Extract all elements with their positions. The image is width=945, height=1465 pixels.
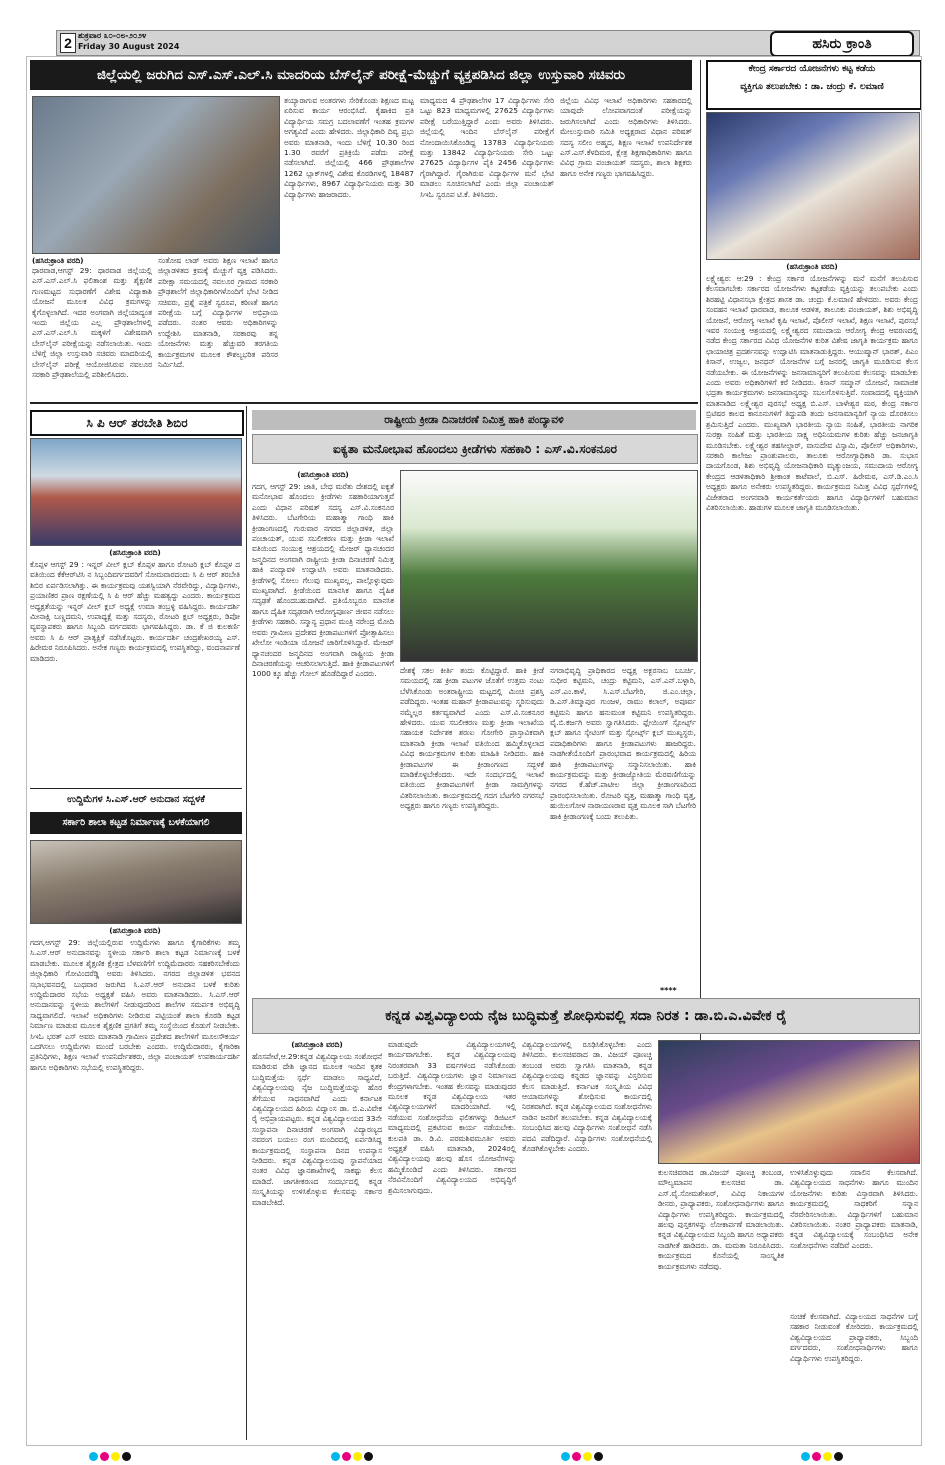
registration-marks-center-left xyxy=(330,1446,374,1465)
story4-body: ಗದಗ,ಆಗಸ್ಟ್ 29: ಜಿಲ್ಲೆಯಲ್ಲಿರುವ ಉದ್ದಿಮೆಗಳು ಹಾಗೂ ಕೈಗಾರಿಕೆಗಳು ತಮ್ಮ ಸಿ.ಎಸ್.ಆರ್ ಅನುದಾನವನ್ನು ಸ್ಥಳೀಯ ಸರ್ಕಾರಿ ಶಾಲಾ ಕಟ್ಟಡ ನಿರ್ಮಾಣಕ್ಕೆ ಬಳಕೆ ಮಾಡಬೇಕು. ಮೂಲಕ ಶೈಕ್ಷಣಿಕ ಕ್ಷೇತ್ರದ ಬೆಳವಣಿಗೆಗೆ ಉದ್ದಿಮೆದಾರರು ಸಹಕರಿಸಬೇಕೆಂದು ಜಿಲ್ಲಾಧಿಕಾರಿ ಗೋವಿಂದರೆಡ್ಡಿ ಅವರು ತಿಳಿಸಿದರು. ನಗರದ ಜಿಲ್ಲಾಡಳಿತ ಭವನದ ಸಭಾಭವನದಲ್ಲಿ ಬುಧವಾರ ಜರುಗಿದ ಸಿ.ಎಸ್.ಆರ್ ಅನುದಾನ ಬಳಕೆ ಕುರಿತು ಉದ್ದಿಮೆದಾರರ ಸಭೆಯ ಅಧ್ಯಕ್ಷತೆ ವಹಿಸಿ ಅವರು ಮಾತನಾಡಿದರು. ಸಿ.ಎಸ್.ಆರ್ ಅನುದಾನವನ್ನು ಸ್ಥಳೀಯ ಶಾಲೆಗಳಿಗೆ ನೀಡುವುದರಿಂದ ಶಾಲೆಗಳ ಸಮರ್ಪಕ ಅಭಿವೃದ್ಧಿ ಸಾಧ್ಯವಾಗಲಿದೆ. ಇಲಾಖೆ ಅಧಿಕಾರಿಗಳು ನೀಡಿರುವ ಪಟ್ಟಿಯಂತೆ ಶಾಲಾ ಕೊಠಡಿ ಕಟ್ಟಡ ನಿರ್ಮಾಣ ಮಾಡುವ ಮೂಲಕ ಶೈಕ್ಷಣಿಕ ಪ್ರಗತಿಗೆ ತಮ್ಮ ಸಂಸ್ಥೆಯಿಂದ ಕೊಡುಗೆ ನೀಡಬೇಕು. ಸಿಇಓ ಭರತ್ ಎಸ್ ಅವರು ಮಾತನಾಡಿ ಗ್ರಾಮೀಣ ಪ್ರದೇಶದ ಶಾಲೆಗಳಿಗೆ ಮೂಲಸೌಕರ್ಯ ಒದಗಿಸಲು ಉದ್ದಿಮೆಗಳು ಮುಂದೆ ಬರಬೇಕು ಎಂದರು. ಉದ್ದಿಮೆದಾರರು, ಕೈಗಾರಿಕಾ ಪ್ರತಿನಿಧಿಗಳು, ಶಿಕ್ಷಣ ಇಲಾಖೆ ಉಪನಿರ್ದೇಶಕರು, ಜಿಲ್ಲಾ ಪಂಚಾಯತ್ ಉಪಕಾರ್ಯದರ್ಶಿ ಹಾಗೂ ಅಧಿಕಾರಿಗಳು ಸಭೆಯಲ್ಲಿ ಉಪಸ್ಥಿತರಿದ್ದರು. xyxy=(30,938,240,1072)
story5-right-col: ನಗರಾಭಿವೃದ್ಧಿ ಪ್ರಾಧಿಕಾರದ ಅಧ್ಯಕ್ಷ ಅಕ್ಬರಸಾಬ ಬಬರ್ಚಿ, ಸುಧೀರ ಕಟ್ಟಿಮನಿ, ಚಂದ್ರು ಕಟ್ಟಿಮನಿ, ಎಸ್.ಎನ್.ಬಳ್ಳಾರಿ, ಎಸ್.ಎಂ.ಕಾಳೆ, ಸಿ.ಎಸ್.ಬೆಟಗೇರಿ, ಜಿ.ಎಂ.ಚಲ್ಲಾ, ಡಿ.ಎಸ್.ತಿಮ್ಮಾಪುರ ಗುಂಜಳ, ರಾಮು ಕಲಾಲ್, ಅಪೂರ್ವ ಕಟ್ಟಿಮನಿ ಹಾಗೂ ಹನುಮಂತ ಕಟ್ಟಿಮನಿ ಉಪಸ್ಥಿತರಿದ್ದರು. ವೈ.ಬಿ.ಕರ್ಜಗಿ ಅವರು ಸ್ವಾಗತಿಸಿದರು. ಫ್ಲೇಯಿಂಗ್ ಸ್ಪೋರ್ಟ್ಸ್ ಕ್ಲಬ್ ಹಾಗೂ ಸ್ಕೇಟಿಂಗ್ ಮತ್ತು ಸ್ಪೋರ್ಟ್ಸ್ ಕ್ಲಬ್ ಮುಖ್ಯಸ್ಥರು, ಪದಾಧಿಕಾರಿಗಳು ಹಾಗೂ ಕ್ರೀಡಾಪಟುಗಳು ಹಾಜರಿದ್ದರು. ನಾಡಗೀತೆಯೊಂದಿಗೆ ಪ್ರಾರಂಭವಾದ ಕಾರ್ಯಕ್ರಮದಲ್ಲಿ ಹಿರಿಯ ಹಾಕಿ ಕ್ರೀಡಾಪಟುಗಳನ್ನು ಸನ್ಮಾನಿಸಲಾಯಿತು. ಹಾಕಿ ಕಾರ್ಯಕ್ರಮವನ್ನು ಮತ್ತು ಕ್ರೀಡಾಜ್ಯೋತಿಯ ಮೆರವಣಿಗೆಯನ್ನು ನಗರದ ಕೆ.ಹೆಚ್.ಪಾಟೀಲ ಜಿಲ್ಲಾ ಕ್ರೀಡಾಂಗಣದಿಂದ ಪ್ರಾರಂಭಿಸಲಾಯಿತು. ರೋಟರಿ ವೃತ್ತ, ಮಹಾತ್ಮಾ ಗಾಂಧಿ ವೃತ್ತ, ಹುಯಿಲಗೋಳ ನಾರಾಯಣರಾವ ವೃತ್ತ ಮೂಲಕ ಸಾಗಿ ಬೆಟಗೇರಿ ಹಾಕಿ ಕ್ರೀಡಾಂಗಣಕ್ಕೆ ಬಂದು ತಲುಪಿತು. xyxy=(550,666,696,821)
story5-left-col: ಗದಗ, ಆಗಸ್ಟ್ 29: ಜಾತಿ, ಬೇಧ ಮರೆತು ದೇಶದಲ್ಲಿ ಐಕ್ಯತೆ ಮನೋಭಾವ ಹೊಂದಲು ಕ್ರೀಡೆಗಳು ಸಹಕಾರಿಯಾಗುತ್ತವೆ ಎಂದು ವಿಧಾನ ಪರಿಷತ್ ಸದಸ್ಯ ಎಸ್.ವಿ.ಸಂಕನೂರ ತಿಳಿಸಿದರು. ಬೆಟಗೇರಿಯ ಮಹಾತ್ಮಾ ಗಾಂಧಿ ಹಾಕಿ ಕ್ರೀಡಾಂಗಣದಲ್ಲಿ ಗುರುವಾರ ನಗರದ ಜಿಲ್ಲಾಡಳಿತ, ಜಿಲ್ಲಾ ಪಂಚಾಯತ್, ಯುವ ಸಬಲೀಕರಣ ಮತ್ತು ಕ್ರೀಡಾ ಇಲಾಖೆ ವತಿಯಿಂದ ಸಂಯುಕ್ತ ಆಶ್ರಯದಲ್ಲಿ ಮೇಜರ್ ಧ್ಯಾನಚಂದರ ಜನ್ಮದಿನದ ಅಂಗವಾಗಿ ರಾಷ್ಟ್ರೀಯ ಕ್ರೀಡಾ ದಿನಾಚರಣೆ ನಿಮಿತ್ತ ಹಾಕಿ ಪಂದ್ಯಾವಳಿ ಉದ್ಘಾಟಿಸಿ ಅವರು ಮಾತನಾಡಿದರು. ಕ್ರೀಡೆಗಳಲ್ಲಿ ಸೋಲು ಗೆಲುವು ಮುಖ್ಯವಲ್ಲ, ಪಾಲ್ಗೊಳ್ಳುವುದು ಮುಖ್ಯವಾಗಿದೆ. ಕ್ರೀಡೆಯಿಂದ ಮಾನಸಿಕ ಹಾಗೂ ದೈಹಿಕ ಸದೃಢತೆ ಹೊಂದಬಹುದಾಗಿದೆ. ಪ್ರತಿಯೊಬ್ಬರೂ ಮಾನಸಿಕ ಹಾಗೂ ದೈಹಿಕ ಸದೃಢರಾಗಿ ಆರೋಗ್ಯಪೂರ್ಣ ಜೀವನ ನಡೆಸಲು ಕ್ರೀಡೆಗಳು ಸಹಕಾರಿ. ಸನ್ಮಾನ್ಯ ಪ್ರಧಾನ ಮಂತ್ರಿ ನರೇಂದ್ರ ಮೋದಿ ಅವರು ಗ್ರಾಮೀಣ ಪ್ರದೇಶದ ಕ್ರೀಡಾಪಟುಗಳಿಗೆ ಪ್ರೋತ್ಸಾಹಿಸಲು ಖೇಲೋ ಇಂಡಿಯಾ ಯೋಜನೆ ಜಾರಿಗೊಳಿಸಿದ್ದಾರೆ. ಮೇಜರ್ ಧ್ಯಾನಚಂದರ ಜನ್ಮದಿನದ ಅಂಗವಾಗಿ ರಾಷ್ಟ್ರೀಯ ಕ್ರೀಡಾ ದಿನಾಚರಣೆಯನ್ನು ಆಚರಿಸಲಾಗುತ್ತಿದೆ. ಹಾಕಿ ಕ್ರೀಡಾಪಟುಗಳಿಗೆ 1000 ಕ್ಕೂ ಹೆಚ್ಚು ಗೋಲ್ ಹೊಡೆದಿದ್ದಾರೆ ಎಂದರು. xyxy=(252,482,394,679)
story4-headline-line2: ಸರ್ಕಾರಿ ಶಾಲಾ ಕಟ್ಟಡ ನಿರ್ಮಾಣಕ್ಕೆ ಬಳಕೆಯಾಗಲಿ xyxy=(30,812,242,834)
story5-end-mark: **** xyxy=(660,986,677,995)
header-date-kn: ಶುಕ್ರವಾರ ೩೦-೦೮-೨೦೨೪ xyxy=(78,31,147,40)
story1-col3: ತಯ್ಯಾರಾಗುವ ಅಂತರಗಳು ಸೇರಿಕೊಂಡು ಶಿಕ್ಷಣದ ಮಟ್ಟ ಏರಿಸುವ ಕಾರ್ಯ ಆರಂಭಿಸಿದೆ. ಕೈಹಾಕಿದ ಪ್ರತಿ ವಿದ್ಯಾರ್ಥಿಯ ಸಮಗ್ರ ಬದಲಾವಣೆಗೆ ಇಂತಹ ಕ್ರಮಗಳ ಅಗತ್ಯವಿದೆ ಎಂದು ಹೇಳಿದರು. ಜಿಲ್ಲಾಧಿಕಾರಿ ದಿವ್ಯ ಪ್ರಭು ಅವರು ಮಾತನಾಡಿ, ಇಂದು ಬೆಳಿಗ್ಗೆ 10.30 ರಿಂದ 1.30 ರವರೆಗೆ ಪ್ರತಿಕ್ರಿಯೆ ಪಡೆದು ಪರೀಕ್ಷೆ ನಡೆಸಲಾಗಿದೆ. ಜಿಲ್ಲೆಯಲ್ಲಿ 466 ಪ್ರೌಢಶಾಲೆಗಳ 1262 ಬ್ಲಾಕ್‌ಗಳಲ್ಲಿ ವಿಶೇಷ ಕೊಠಡಿಗಳಲ್ಲಿ 18487 ವಿದ್ಯಾರ್ಥಿಗಳು, 8967 ವಿದ್ಯಾರ್ಥಿನಿಯರು ಮತ್ತು 30 ವಿದ್ಯಾರ್ಥಿಗಳು ಹಾಜರಾದರು. xyxy=(284,96,414,199)
page-border xyxy=(26,56,922,1446)
story6-col5: ಉಳಿಸಿಕೊಳ್ಳುವುದು ಸವಾಲಿನ ಕೆಲಸವಾಗಿದೆ. ವಿಶ್ವವಿದ್ಯಾಲಯದ ಸಾಧನೆಗಳು ಹಾಗೂ ಮುಂದಿನ ಯೋಜನೆಗಳು ಕುರಿತು ವಿಸ್ತಾರವಾಗಿ ತಿಳಿಸಿದರು. ಕಾರ್ಯಕ್ರಮದಲ್ಲಿ ಸಾಧಕರಿಗೆ ಸನ್ಮಾನ ನೆರವೇರಿಸಲಾಯಿತು. ವಿದ್ಯಾರ್ಥಿಗಳಿಗೆ ಬಹುಮಾನ ವಿತರಿಸಲಾಯಿತು. ನಂತರ ಪ್ರಾಧ್ಯಾಪಕರು ಮಾತನಾಡಿ, ಕನ್ನಡ ವಿಶ್ವವಿದ್ಯಾಲಯಕ್ಕೆ ಸಂಬಂಧಿಸಿದ ಅನೇಕ ಸಂಶೋಧನೆಗಳು ನಡೆದಿವೆ ಎಂದರು. xyxy=(790,1168,918,1250)
story6-col3: ವಿಶ್ವವಿದ್ಯಾಲಯಗಳಲ್ಲಿ ರೂಢಿಸಿಕೊಳ್ಳಬೇಕು ಎಂದು ತಿಳಿಸಿದರು. ಕುಲಸಚಿವರಾದ ಡಾ. ವಿಜಯ್ ಪೂಣಚ್ಚ ತಂಬಂಡ ಅವರು ಸ್ವಾಗತಿಸಿ ಮಾತನಾಡಿ, ಕನ್ನಡ ವಿಶ್ವವಿದ್ಯಾಲಯವು ಕನ್ನಡದ ಜ್ಞಾನವನ್ನು ವಿಸ್ತರಿಸುವ ಕೆಲಸ ಮಾಡುತ್ತಿದೆ. ಕರ್ನಾಟಕ ಸಂಸ್ಕೃತಿಯ ವಿವಿಧ ಆಯಾಮಗಳನ್ನು ಶೋಧಿಸುವ ಕಾರ್ಯದಲ್ಲಿ ನಿರತವಾಗಿದೆ. ಕನ್ನಡ ವಿಶ್ವವಿದ್ಯಾಲಯದ ಸಂಶೋಧನೆಗಳು ನಾಡಿನ ಜನರಿಗೆ ತಲುಪಬೇಕು. ಕನ್ನಡ ವಿಶ್ವವಿದ್ಯಾಲಯಕ್ಕೆ ಸಂಬಂಧಿಸಿದ ಹಲವು ವಿದ್ಯಾರ್ಥಿಗಳು ಸಂಶೋಧನೆ ನಡೆಸಿ ಪದವಿ ಪಡೆದಿದ್ದಾರೆ. ವಿದ್ಯಾರ್ಥಿಗಳು ಸಂಶೋಧನೆಯಲ್ಲಿ ತೊಡಗಿಕೊಳ್ಳಬೇಕು ಎಂದರು. xyxy=(522,1040,652,1154)
story6-col2: ಮಾಡುವುದೇ ವಿಶ್ವವಿದ್ಯಾಲಯಗಳಲ್ಲಿ ಕಾರ್ಯವಾಗಬೇಕು. ಕನ್ನಡ ವಿಶ್ವವಿದ್ಯಾಲಯವು ನಿರಂತರವಾಗಿ 33 ವರ್ಷಗಳಿಂದ ನಡೆಸಿಕೊಂಡು ಬರುತ್ತಿದೆ. ವಿಶ್ವವಿದ್ಯಾಲಯಗಳು ಜ್ಞಾನ ನಿರ್ಮಾಣದ ಕೇಂದ್ರಗಳಾಗಬೇಕು. ಇಂತಹ ಕೆಲಸವನ್ನು ಮಾಡುವುದರ ಮೂಲಕ ಕನ್ನಡ ವಿಶ್ವವಿದ್ಯಾಲಯ ಇತರ ವಿಶ್ವವಿದ್ಯಾಲಯಗಳಿಗೆ ಮಾದರಿಯಾಗಿದೆ. ಇಲ್ಲಿ ನಡೆಯುವ ಸಂಶೋಧನೆಯ ಫಲಿತಗಳನ್ನು ಡಿಜಿಟಲ್ ಮಾಧ್ಯಮದಲ್ಲಿ ಪ್ರಕಟಿಸುವ ಕಾರ್ಯ ನಡೆಯಬೇಕು. ಕುಲಪತಿ ಡಾ. ಡಿ.ವಿ. ಪರಮಶಿವಮೂರ್ತಿ ಅವರು ಅಧ್ಯಕ್ಷತೆ ವಹಿಸಿ ಮಾತನಾಡಿ, 2024ರಲ್ಲಿ ವಿಶ್ವವಿದ್ಯಾಲಯವು ಹಲವು ಹೊಸ ಯೋಜನೆಗಳನ್ನು ಹಮ್ಮಿಕೊಂಡಿದೆ ಎಂದು ತಿಳಿಸಿದರು. ಸರ್ಕಾರದ ನೆರವಿನೊಂದಿಗೆ ವಿಶ್ವವಿದ್ಯಾಲಯದ ಅಭಿವೃದ್ಧಿಗೆ ಶ್ರಮಿಸಲಾಗುವುದು. xyxy=(388,1040,516,1195)
story1-col5: ಜಿಲ್ಲೆಯ ವಿವಿಧ ಇಲಾಖೆ ಅಧಿಕಾರಿಗಳು ಸಹಕಾರದಲ್ಲಿ ಯಾವುದೇ ಲೋಪವಾಗದಂತೆ ಪರೀಕ್ಷೆಯನ್ನು ಜರುಗಿಸಲಾಗಿದೆ ಎಂದು ಅಧಿಕಾರಿಗಳು ತಿಳಿಸಿದರು. ಮೇಲುಸ್ತುವಾರಿ ಸಮಿತಿ ಅಧ್ಯಕ್ಷರಾದ ವಿಧಾನ ಪರಿಷತ್ ಸದಸ್ಯ ಸಲೀಂ ಅಹ್ಮದ, ಶಿಕ್ಷಣ ಇಲಾಖೆ ಉಪನಿರ್ದೇಶಕ ಎಸ್.ಎಸ್.ಕೆಳದಿಮಠ, ಕ್ಷೇತ್ರ ಶಿಕ್ಷಣಾಧಿಕಾರಿಗಳು ಹಾಗೂ ವಿವಿಧ ಗ್ರಾಮ ಪಂಚಾಯತ್ ಸದಸ್ಯರು, ಶಾಲಾ ಶಿಕ್ಷಕರು ಹಾಗೂ ಅನೇಕ ಗಣ್ಯರು ಭಾಗವಹಿಸಿದ್ದರು. xyxy=(560,96,692,178)
story2-dateline: (ಹಸಿರುಕ್ರಾಂತಿ ವರದಿ) xyxy=(786,262,838,271)
registration-marks-left xyxy=(88,1446,132,1465)
story1-dateline: (ಹಸಿರುಕ್ರಾಂತಿ ವರದಿ) xyxy=(32,256,84,265)
story1-headline: ಜಿಲ್ಲೆಯಲ್ಲಿ ಜರುಗಿದ ಎಸ್.ಎಸ್.ಎಲ್.ಸಿ ಮಾದರಿಯ ಬೆಸ್‌ಲೈನ್ ಪರೀಕ್ಷೆ-ಮೆಚ್ಚುಗೆ ವ್ಯಕ್ತಪಡಿಸಿದ ಜಿಲ್ಲಾ ಉಸ್ತುವಾರಿ ಸಚಿವರು xyxy=(30,60,692,90)
story1-col4: ಮಾಧ್ಯಮದ 4 ಪ್ರೌಢಶಾಲೆಗಳ 17 ವಿದ್ಯಾರ್ಥಿಗಳು ಸೇರಿ ಒಟ್ಟು 823 ಮಾಧ್ಯಮಗಳಲ್ಲಿ 27625 ವಿದ್ಯಾರ್ಥಿಗಳು ಪರೀಕ್ಷೆ ಬರೆಯುತ್ತಿದ್ದಾರೆ ಎಂದು ಅವರು ತಿಳಿಸಿದರು. ಜಿಲ್ಲೆಯಲ್ಲಿ ಇಂದಿನ ಬೆಸ್‌ಲೈನ್ ಪರೀಕ್ಷೆಗೆ ನೋಂದಾಯಿಸಿಕೊಂಡಿದ್ದ 13783 ವಿದ್ಯಾರ್ಥಿನಿಯರು ಮತ್ತು 13842 ವಿದ್ಯಾರ್ಥಿನಿಯರು ಸೇರಿ ಒಟ್ಟು 27625 ವಿದ್ಯಾರ್ಥಿಗಳ ಪೈಕಿ 2456 ವಿದ್ಯಾರ್ಥಿಗಳು ಗೈರಾಗಿದ್ದಾರೆ. ಗೈರಾಗಿರುವ ವಿದ್ಯಾರ್ಥಿಗಳ ಮನೆ ಭೇಟಿ ಮಾಡಲು ಸೂಚಿಸಲಾಗಿದೆ ಎಂದು ಜಿಲ್ಲಾ ಪಂಚಾಯತ್ ಸಿಇಓ ಸ್ವರೂಪ ಟಿ.ಕೆ. ತಿಳಿಸಿದರು. xyxy=(420,96,554,199)
registration-marks-center-right xyxy=(560,1446,604,1465)
story6-dateline: (ಹಸಿರುಕ್ರಾಂತಿ ವರದಿ) xyxy=(291,1040,343,1049)
story2-headline-line2: ವ್ಯಕ್ತಿಗೂ ತಲುಪಬೇಕು : ಡಾ. ಚಂದ್ರು ಕೆ. ಲಮಾಣಿ xyxy=(740,82,884,92)
story5-headline: ಐಕ್ಯತಾ ಮನೋಭಾವ ಹೊಂದಲು ಕ್ರೀಡೆಗಳು ಸಹಕಾರಿ : ಎಸ್.ವಿ.ಸಂಕನೂರ xyxy=(252,434,698,464)
story5-dateline: (ಹಸಿರುಕ್ರಾಂತಿ ವರದಿ) xyxy=(297,470,349,479)
story4-dateline: (ಹಸಿರುಕ್ರಾಂತಿ ವರದಿ) xyxy=(109,926,161,935)
story3-headline: ಸಿ ಪಿ ಆರ್ ತರಬೇತಿ ಶಿಬಿರ xyxy=(30,410,244,436)
story1-col2: ಸಂತೋಷ ಲಾಡ್ ಅವರು ಶಿಕ್ಷಣ ಇಲಾಖೆ ಹಾಗೂ ಜಿಲ್ಲಾಡಳಿತದ ಕ್ರಮಕ್ಕೆ ಮೆಚ್ಚುಗೆ ವ್ಯಕ್ತ ಪಡಿಸಿದರು. ಪರೀಕ್ಷಾ ಸಮಯದಲ್ಲಿ ನವಲೂರ ಗ್ರಾಮದ ಸರಕಾರಿ ಪ್ರೌಢಶಾಲೆಗೆ ಜಿಲ್ಲಾಧಿಕಾರಿಗಳೊಂದಿಗೆ ಭೇಟಿ ನೀಡಿದ ಸಚಿವರು, ಪ್ರಶ್ನೆ ಪತ್ರಿಕೆ ಸ್ವರೂಪ, ಕಠಿಣತೆ ಹಾಗೂ ಪರೀಕ್ಷೆಯ ಬಗ್ಗೆ ವಿದ್ಯಾರ್ಥಿಗಳ ಅಭಿಪ್ರಾಯ ಪಡೆದರು. ನಂತರ ಆವರು ಅಧಿಕಾರಿಗಳನ್ನು ಉದ್ದೇಶಿಸಿ ಮಾತನಾಡಿ, ಸರಕಾರವು ತನ್ನ ಯೋಜನೆಗಳು ಮತ್ತು ಹೆಚ್ಚುವರಿ ತರಗತಿಯ ಕಾರ್ಯಕ್ರಮಗಳ ಮೂಲಕ ಕೌಶಲ್ಯಭರಿತ ಪರಿಸರ ನಿರ್ಮಿಸಿದೆ. xyxy=(158,256,278,370)
story2-headline-line1: ಕೇಂದ್ರ ಸರ್ಕಾರದ ಯೋಜನೆಗಳು ಕಟ್ಟ ಕಡೆಯ xyxy=(748,64,876,74)
masthead: ಹಸಿರು ಕ್ರಾಂತಿ xyxy=(770,31,914,57)
story3-body: ಕೊಪ್ಪಳ ಆಗಸ್ಟ್ 29 : ಇನ್ನರ್ ವೀಲ್ ಕ್ಲಬ್ ಕೊಪ್ಪಳ ಹಾಗೂ ರೋಟರಿ ಕ್ಲಬ್ ಕೊಪ್ಪಳ ದ ವತಿಯಿಂದ ಕೆಕೆಆರ್‌ಟಿಸಿ ನ ಸಿಬ್ಬಂದಿವರ್ಗದವರಿಗೆ ಸೋಮವಾರದಂದು ಸಿ ಪಿ ಆರ್ ತರಬೇತಿ ಶಿಬಿರ ಏರ್ಪಡಿಸಲಾಗಿತ್ತು. ಈ ಕಾರ್ಯಕ್ರಮವು ಯಶಸ್ವಿಯಾಗಿ ನೆರವೇರಿದ್ದು, ವಿದ್ಯಾರ್ಥಿಗಳು, ಪ್ರಯಾಣಿಕರ ಪ್ರಾಣ ರಕ್ಷಣೆಯಲ್ಲಿ ಸಿ ಪಿ ಆರ್ ಹೆಚ್ಚು ಮಹತ್ವದ್ದು ಎಂದರು. ಕಾರ್ಯಕ್ರಮದ ಅಧ್ಯಕ್ಷತೆಯನ್ನು ಇನ್ನರ್ ವೀಲ್ ಕ್ಲಬ್ ಅಧ್ಯಕ್ಷೆ ಉಮಾ ತಂಬ್ರಳ್ಳಿ ವಹಿಸಿದ್ದರು. ಕಾರ್ಯದರ್ಶಿ ಮೀನಾಕ್ಷಿ ಬಣ್ಣದಮನಿ, ಉಪಾಧ್ಯಕ್ಷೆ ಮತ್ತು ಸದಸ್ಯರು, ರೋಟರಿ ಕ್ಲಬ್ ಅಧ್ಯಕ್ಷರು, ಡಿಪೋ ವ್ಯವಸ್ಥಾಪಕರು ಹಾಗೂ ಸಿಬ್ಬಂದಿ ವರ್ಗದವರು ಭಾಗವಹಿಸಿದ್ದರು. ಡಾ. ಕೆ ಜಿ ಕುಲಕರ್ಣಿ ಅವರು ಸಿ ಪಿ ಆರ್ ಪ್ರಾತ್ಯಕ್ಷಿಕೆ ನಡೆಸಿಕೊಟ್ಟರು. ಕಾರ್ಯದರ್ಶಿ ಚಂದ್ರಶೇಖರಯ್ಯ ಎಸ್. ಹಿರೇಮಠ ನಿರೂಪಿಸಿದರು. ಅನೇಕ ಗಣ್ಯರು ಕಾರ್ಯಕ್ರಮದಲ್ಲಿ ಉಪಸ್ಥಿತರಿದ್ದು, ವಂದನಾರ್ಪಣೆ ಮಾಡಿದರು. xyxy=(30,560,240,663)
story6-headline: ಕನ್ನಡ ವಿಶ್ವವಿದ್ಯಾಲಯ ನೈಜ ಬುದ್ಧಿಮತ್ತೆ ಶೋಧಿಸುವಲ್ಲಿ ಸದಾ ನಿರತ : ಡಾ.ಬಿ.ಎ.ವಿವೇಕ ರೈ xyxy=(252,998,920,1034)
story6-col4: ಕುಲಸಚಿವರಾದ ಡಾ.ವಿಜಯ್ ಪೂಣಚ್ಚ ತಂಬಂಡ, ಮೌಲ್ಯಮಾಪನ ಕುಲಸಚಿವ ಡಾ. ಎಸ್.ವೈ.ಸೋಮಶೇಖರ್, ವಿವಿಧ ನಿಕಾಯಗಳ ಡೀನರು, ಪ್ರಾಧ್ಯಾಪಕರು, ಸಂಶೋಧನಾರ್ಥಿಗಳು ಹಾಗೂ ವಿದ್ಯಾರ್ಥಿಗಳು ಉಪಸ್ಥಿತರಿದ್ದರು. ಕಾರ್ಯಕ್ರಮದಲ್ಲಿ ಹಲವು ಪುಸ್ತಕಗಳನ್ನು ಲೋಕಾರ್ಪಣೆ ಮಾಡಲಾಯಿತು. ಕನ್ನಡ ವಿಶ್ವವಿದ್ಯಾಲಯದ ಸಿಬ್ಬಂದಿ ಹಾಗೂ ಅಧ್ಯಾಪಕರು ನಾಡಗೀತೆ ಹಾಡಿದರು. ಡಾ. ಮಮತಾ ನಿರೂಪಿಸಿದರು. ಕಾರ್ಯಕ್ರಮದ ಕೊನೆಯಲ್ಲಿ ಸಾಂಸ್ಕೃತಿಕ ಕಾರ್ಯಕ್ರಮಗಳು ನಡೆದವು. xyxy=(658,1168,784,1271)
story3-dateline: (ಹಸಿರುಕ್ರಾಂತಿ ವರದಿ) xyxy=(109,548,161,557)
story4-headline-line1: ಉದ್ದಿಮೆಗಳ ಸಿ.ಎಸ್.ಆರ್ ಅನುದಾನ ಸದ್ಬಳಕೆ xyxy=(67,794,205,805)
story5-mid-col: ದೇಶಕ್ಕೆ ಸಕಲ ಕೀರ್ತಿ ತಂದು ಕೊಟ್ಟಿದ್ದಾರೆ. ಹಾಕಿ ಕ್ರೀಡೆ ಸಮಯದಲ್ಲಿ ಸಹ ಕ್ರೀಡಾ ಪಟುಗಳ ಜೊತೆಗೆ ಉತ್ತಮ ನಂಟು ಬೆಳೆಸಿಕೊಂಡು ಅಂತರಾಷ್ಟ್ರೀಯ ಮಟ್ಟದಲ್ಲಿ ಮಿಂಚಿ ಪ್ರಶಸ್ತಿ ಪಡೆದಿದ್ದರು. ಇಂತಹ ಮಹಾನ್ ಕ್ರೀಡಾಪಟುವನ್ನು ಸ್ಮರಿಸುವುದು ನಮ್ಮೆಲ್ಲರ ಕರ್ತವ್ಯವಾಗಿದೆ ಎಂದು ಎಸ್.ವಿ.ಸಂಕನೂರ ಹೇಳಿದರು. ಯುವ ಸಬಲೀಕರಣ ಮತ್ತು ಕ್ರೀಡಾ ಇಲಾಖೆಯ ಸಹಾಯಕ ನಿರ್ದೇಶಕ ಶರಣು ಗೋಗೇರಿ ಪ್ರಾಸ್ತಾವಿಕವಾಗಿ ಮಾತನಾಡಿ ಕ್ರೀಡಾ ಇಲಾಖೆ ವತಿಯಿಂದ ಹಮ್ಮಿಕೊಳ್ಳಲಾದ ವಿವಿಧ ಕಾರ್ಯಕ್ರಮಗಳ ಕುರಿತು ಮಾಹಿತಿ ನೀಡಿದರು. ಹಾಕಿ ಕ್ರೀಡಾಪಟುಗಳ ಈ ಕ್ರೀಡಾಂಗಣದ ಸದ್ಬಳಕೆ ಮಾಡಿಕೊಳ್ಳಬೇಕೆಂದರು. ಇದೇ ಸಂದರ್ಭದಲ್ಲಿ ಇಲಾಖೆ ವತಿಯಿಂದ ಕ್ರೀಡಾಪಟುಗಳಿಗೆ ಕ್ರೀಡಾ ಸಾಮಗ್ರಿಗಳನ್ನು ವಿತರಿಸಲಾಯಿತು. ಕಾರ್ಯಕ್ರಮದಲ್ಲಿ ಗದಗ ಬೆಟಗೇರಿ ನಗರಸಭೆ ಅಧ್ಯಕ್ಷರು ಹಾಗೂ ಗಣ್ಯರು ಉಪಸ್ಥಿತರಿದ್ದರು. xyxy=(400,666,544,811)
header-date-en: Friday 30 August 2024 xyxy=(78,42,180,51)
story5-kicker: ರಾಷ್ಟ್ರೀಯ ಕ್ರೀಡಾ ದಿನಾಚರಣೆ ನಿಮಿತ್ತ ಹಾಕಿ ಪಂದ್ಯಾವಳಿ xyxy=(252,410,696,430)
story1-col1: ಧಾರವಾಡ,ಆಗಸ್ಟ್ 29: ಧಾರವಾಡ ಜಿಲ್ಲೆಯಲ್ಲಿ ಎಸ್.ಎಸ್.ಎಲ್.ಸಿ ಫಲಿತಾಂಶ ಮತ್ತು ಶೈಕ್ಷಣಿಕ ಗುಣಮಟ್ಟದ ಸುಧಾರಣೆಗೆ ವಿಶೇಷ ವಿದ್ಯಾಕಾಶಿ ಯೋಜನೆ ಮೂಲಕ ವಿವಿಧ ಕ್ರಮಗಳನ್ನು ಕೈಗೊಳ್ಳಲಾಗಿದೆ. ಇದರ ಅಂಗವಾಗಿ ಜಿಲ್ಲೆಯಾದ್ಯಂತ ಇಂದು ಜಿಲ್ಲೆಯ ಎಲ್ಲ ಪ್ರೌಢಶಾಲೆಗಳಲ್ಲಿ ಎಸ್.ಎಸ್.ಎಲ್.ಸಿ ಮಕ್ಕಳಿಗೆ ವಿಶೇಷವಾಗಿ ಬೇಸ್‌ಲೈನ್ ಪರೀಕ್ಷೆಯನ್ನು ನಡೆಸಲಾಯಿತು. ಇಂದು ಬೆಳಿಗ್ಗೆ ಜಿಲ್ಲಾ ಉಸ್ತುವಾರಿ ಸಚಿವರು ಮಾದರಿಯಲ್ಲಿ ಬೇಸ್‌ಲೈನ್ ಪರೀಕ್ಷೆ ಆಯೋಜಿಸಿರುವ ನವಲೂರ ಸರಕಾರಿ ಪ್ರೌಢಶಾಲೆಯಲ್ಲಿ ಪರಿಶೀಲಿಸಿದರು. xyxy=(32,266,152,380)
story2-body: ಲಕ್ಷ್ಮೇಶ್ವರ: ಆ:29 : ಕೇಂದ್ರ ಸರ್ಕಾರ ಯೋಜನೆಗಳನ್ನು ಮನೆ ಮನೆಗೆ ತಲುಪಿಸುವ ಕೆಲಸವಾಗಬೇಕು ಸರ್ಕಾರದ ಯೋಜನೆಗಳು ಕಟ್ಟಕಡೆಯ ವ್ಯಕ್ತಿಯನ್ನು ತಲುಪಬೇಕು ಎಂದು ಶಿರಹಟ್ಟಿ ವಿಧಾನಸಭಾ ಕ್ಷೇತ್ರದ ಶಾಸಕ ಡಾ. ಚಂದ್ರು ಕೆ.ಲಮಾಣಿ ಹೇಳಿದರು. ಅವರು ಕೇಂದ್ರ ಸಂವಹನ ಇಲಾಖೆ ಧಾರವಾಡ, ತಾಲೂಕ ಆಡಳಿತ, ತಾಲೂಕು ಪಂಚಾಯತ್, ಶಿಶು ಅಭಿವೃದ್ಧಿ ಯೋಜನೆ, ಆರೋಗ್ಯ ಇಲಾಖೆ ಕೃಷಿ ಇಲಾಖೆ, ಪೊಲೀಸ್ ಇಲಾಖೆ, ಶಿಕ್ಷಣ ಇಲಾಖೆ, ಪುರಸಭೆ ಇವರ ಸಂಯುಕ್ತ ಆಶ್ರಯದಲ್ಲಿ ಲಕ್ಷ್ಮೇಶ್ವರದ ಸಮುದಾಯ ಆರೋಗ್ಯ ಕೇಂದ್ರ ಆವರಣದಲ್ಲಿ ನಡೆದ ಕೇಂದ್ರ ಸರ್ಕಾರದ ವಿವಿಧ ಯೋಜನೆಗಳ ಕುರಿತ ವಿಶೇಷ ಜಾಗೃತಿ ಕಾರ್ಯಕ್ರಮ ಹಾಗೂ ಛಾಯಾಚಿತ್ರ ಪ್ರದರ್ಶನವನ್ನು ಉದ್ಘಾಟಿಸಿ ಮಾತನಾಡುತ್ತಿದ್ದರು. ಆಯುಷ್ಮಾನ್ ಭಾರತ್, ಪಿಎಂ ಕಿಸಾನ್, ಉಜ್ವಲ, ಜನಧನ್ ಯೋಜನೆಗಳ ಬಗ್ಗೆ ಜನರಲ್ಲಿ ಜಾಗೃತಿ ಮೂಡಿಸುವ ಕೆಲಸ ನಡೆಯಬೇಕು. ಈ ಯೋಜನೆಗಳನ್ನು ಜನಸಾಮಾನ್ಯರಿಗೆ ತಲುಪಿಸುವ ಕೆಲಸವನ್ನು ಮಾಡಬೇಕು ಎಂದು ಅವರು ಅಧಿಕಾರಿಗಳಿಗೆ ಕರೆ ನೀಡಿದರು. ಕಿಸಾನ್ ಸಮ್ಮಾನ್ ಯೋಜನೆ, ಸಾಮಾಜಿಕ ಭದ್ರತಾ ಕಾರ್ಯಕ್ರಮಗಳು ಜನಸಾಮಾನ್ಯರನ್ನು ಸಬಲಗೊಳಿಸುತ್ತಿವೆ. ಸಂವಾದದಲ್ಲಿ ವ್ಯಕ್ತಿಯಾಗಿ ಮಾತನಾಡಿದ ಲಕ್ಷ್ಮೇಶ್ವರ ಪುರಸಭೆ ಅಧ್ಯಕ್ಷ ಬಿ.ಎಸ್. ಬಾಳೇಶ್ವರ ಮಠ, ಕೇಂದ್ರ ಸರ್ಕಾರ ಬ್ರಿಟಿಷರ ಕಾಲದ ಕಾನೂನುಗಳಿಗೆ ತಿದ್ದುಪಡಿ ತಂದು ಜನಸಾಮಾನ್ಯರಿಗೆ ನ್ಯಾಯ ದೊರಕಿಸಲು ಶ್ರಮಿಸುತ್ತಿದೆ ಎಂದರು. ಮುಖ್ಯವಾಗಿ ಭಾರತೀಯ ನ್ಯಾಯ ಸಂಹಿತೆ, ಭಾರತೀಯ ನಾಗರಿಕ ಸುರಕ್ಷಾ ಸಂಹಿತೆ ಮತ್ತು ಭಾರತೀಯ ಸಾಕ್ಷ್ಯ ಅಧಿನಿಯಮಗಳ ಕುರಿತು ಹೆಚ್ಚು ಜನಜಾಗೃತಿ ಮೂಡಿಸಬೇಕು. ಲಕ್ಷ್ಮೇಶ್ವರ ತಹಸೀಲ್ದಾರ್, ವಾಸುದೇವ ವಿಸ್ವಾಮಿ, ಪೊಲೀಸ್ ಅಧಿಕಾರಿಗಳು, ಸರಕಾರಿ ಕಾಲೇಜು ಪ್ರಾಂಶುಪಾಲರು, ತಾಲೂಕು ಆರೋಗ್ಯಾಧಿಕಾರಿ ಡಾ. ಸುಭಾಸ ದಾಯಗೊಂಡ, ಶಿಶು ಅಭಿವೃದ್ಧಿ ಯೋಜನಾಧಿಕಾರಿ ಮೃತ್ಯುಂಜಯ, ಸಮುದಾಯ ಆರೋಗ್ಯ ಕೇಂದ್ರದ ಆಡಳಿತಾಧಿಕಾರಿ ಶ್ರೀಕಾಂತ ಕಾಟೆವಾಲೆ, ಬಿ.ಎಸ್. ಹಿರೇಮಠ, ಎಸ್.ಡಿ.ಎಂ.ಸಿ ಅಧ್ಯಕ್ಷರು ಹಾಗೂ ಅನೇಕರು ಉಪಸ್ಥಿತರಿದ್ದರು. ಕಾರ್ಯಕ್ರಮದ ನಿಮಿತ್ತ ವಿವಿಧ ಸ್ಪರ್ಧೆಗಳಲ್ಲಿ ವಿಜೇತರಾದ ಅಂಗನವಾಡಿ ಕಾರ್ಯಕರ್ತೆಯರು ಹಾಗೂ ವಿದ್ಯಾರ್ಥಿಗಳಿಗೆ ಬಹುಮಾನ ವಿತರಿಸಲಾಯಿತು. ಹಾಡುಗಳ ಮೂಲಕ ಜಾಗೃತಿ ಮೂಡಿಸಲಾಯಿತು. xyxy=(706,274,918,512)
story6-col6: ಸಂಚಿಕೆ ಕೆಲಸವಾಗಿದೆ. ವಿದ್ಯಾಲಯದ ಸಾಧನೆಗಳ ಬಗ್ಗೆ ಸಹಕಾರ ನೀಡುವಂತೆ ಕೋರಿದರು. ಕಾರ್ಯಕ್ರಮದಲ್ಲಿ ವಿಶ್ವವಿದ್ಯಾಲಯದ ಪ್ರಾಧ್ಯಾಪಕರು, ಸಿಬ್ಬಂದಿ ವರ್ಗದವರು, ಸಂಶೋಧನಾರ್ಥಿಗಳು ಹಾಗೂ ವಿದ್ಯಾರ್ಥಿಗಳು ಉಪಸ್ಥಿತರಿದ್ದರು. xyxy=(790,1312,918,1363)
page-number: 2 xyxy=(60,33,76,53)
registration-marks-right xyxy=(800,1446,844,1465)
story6-col1: ಹೊಸಪೇಟೆ,ಆ.29:ಕನ್ನಡ ವಿಶ್ವವಿದ್ಯಾಲಯ ಸಂಶೋಧನೆ ಮಾಡಿರುವ ದೇಶಿ ಜ್ಞಾನದ ಮೂಲಕ ಇಂದಿನ ಕೃತಕ ಬುದ್ಧಿಮತ್ತೆಯ ಸ್ಪರ್ಧೆ ಮಾಡಲು ಸಾಧ್ಯವಿದೆ, ವಿಶ್ವವಿದ್ಯಾಲಯವು ನೈಜ ಬುದ್ಧಿಮತ್ತೆಯನ್ನು ಹೊರ ತೆಗೆಯುವ ಸಾಧನವಾಗಿದೆ ಎಂದು ಕರ್ನಾಟಕ ವಿಶ್ವವಿದ್ಯಾಲಯದ ಹಿರಿಯ ವಿದ್ವಾಂಸ ಡಾ. ಬಿ.ಎ.ವಿವೇಕ ರೈ ಅಭಿಪ್ರಾಯಪಟ್ಟರು. ಕನ್ನಡ ವಿಶ್ವವಿದ್ಯಾಲಯದ 33ನೇ ಸಂಸ್ಥಾಪನಾ ದಿನಾಚರಣೆ ಅಂಗವಾಗಿ ವಿದ್ಯಾರಣ್ಯದ ನವರಂಗ ಬಯಲು ರಂಗ ಮಂದಿರದಲ್ಲಿ ಏರ್ಪಡಿಸಿದ್ದ ಕಾರ್ಯಕ್ರಮದಲ್ಲಿ ಸಂಸ್ಥಾಪನಾ ದಿನದ ಉಪನ್ಯಾಸ ನೀಡಿದರು. ಕನ್ನಡ ವಿಶ್ವವಿದ್ಯಾಲಯವು ಸ್ಥಾಪನೆಯಾದ ನಂತರ ವಿವಿಧ ಜ್ಞಾನಶಾಖೆಗಳಲ್ಲಿ ಸಾಕಷ್ಟು ಕೆಲಸ ಮಾಡಿದೆ. ಜಾಗತೀಕರಣದ ಸಂದರ್ಭದಲ್ಲಿ ಕನ್ನಡ ಸಂಸ್ಕೃತಿಯನ್ನು ಉಳಿಸಿಕೊಳ್ಳುವ ಕೆಲಸವನ್ನು ಸರ್ಕಾರ ಮಾಡಬೇಕಿದೆ. xyxy=(252,1052,382,1207)
